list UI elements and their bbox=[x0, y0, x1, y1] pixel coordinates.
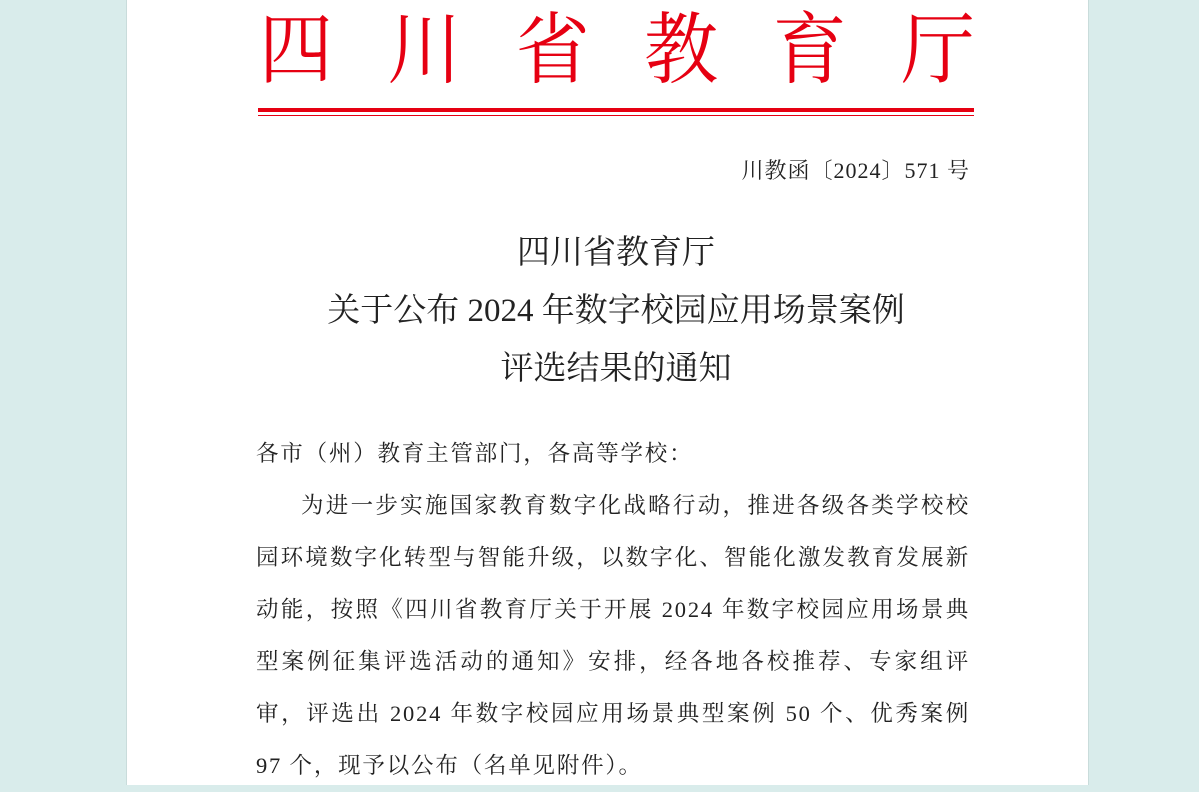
issuer-char: 厅 bbox=[900, 4, 975, 96]
notice-title bbox=[258, 226, 974, 400]
issuer-char: 川 bbox=[387, 4, 462, 96]
document-number: 川教函〔2024〕571 号 bbox=[741, 158, 970, 183]
title-line-1: 四川省教育厅 bbox=[517, 235, 715, 271]
title-line-3: 评选结果的通知 bbox=[500, 351, 732, 387]
salutation: 各市（州）教育主管部门，各高等学校： bbox=[256, 441, 694, 466]
issuer-char: 省 bbox=[515, 4, 590, 96]
issuer-char: 四 bbox=[259, 4, 333, 96]
title-line-2: 关于公布 2024 年数字校园应用场景案例 bbox=[327, 293, 905, 329]
issuer-char: 育 bbox=[772, 4, 847, 96]
body-paragraph: 为进一步实施国家教育数字化战略行动，推进各级各类学校校园环境数字化转型与智能升级，以数字化、智能化激发教育发展新动能，按照《四川省教育厅关于开展 2024 年数字校园应用场景典型案例征集评选活动的通知》安排，经各地各校推荐、专家组评审，评选出 2024 年数字校园应用场景典型案例 50 个、优秀案例 97 个，现予以公布（名单见附件）。 bbox=[256, 493, 970, 778]
notice-body bbox=[256, 428, 970, 792]
document-page bbox=[126, 0, 1089, 785]
issuer-char: 教 bbox=[644, 4, 719, 96]
issuer-header bbox=[259, 2, 975, 98]
header-divider-thick bbox=[258, 108, 974, 112]
header-divider-thin bbox=[258, 115, 974, 116]
